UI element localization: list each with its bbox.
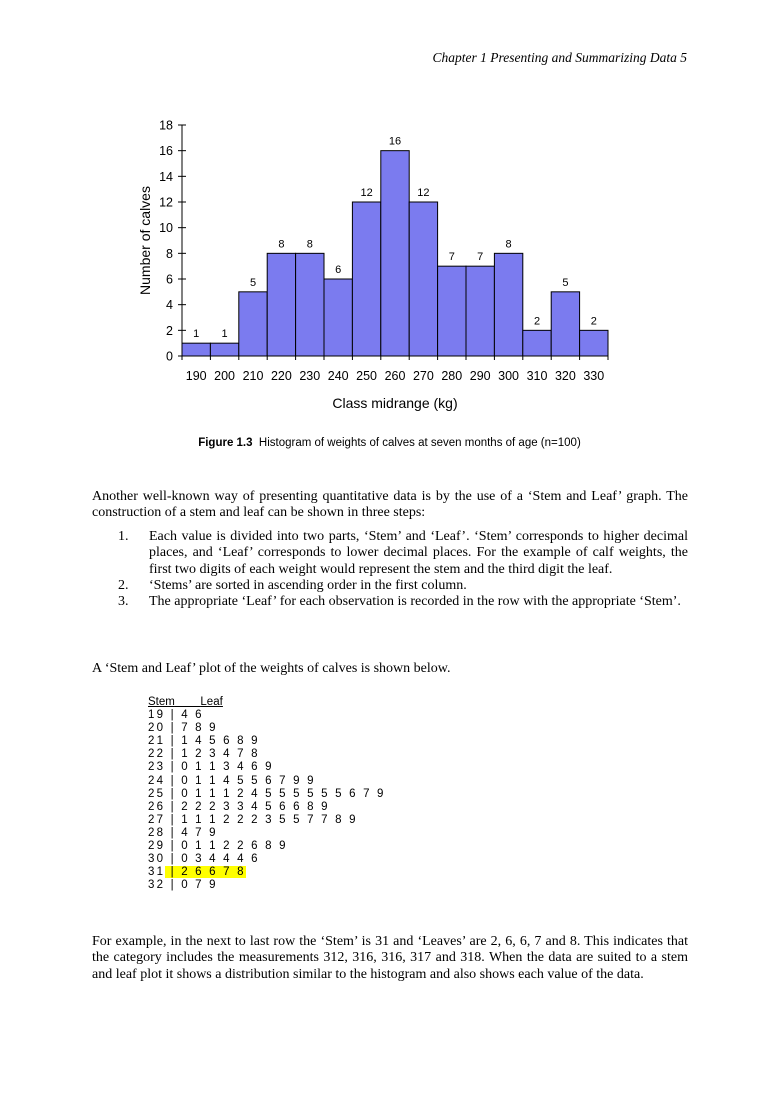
stem-separator: |	[165, 879, 182, 892]
histogram-bar	[551, 292, 579, 356]
stem-leaf-row	[148, 761, 386, 774]
histogram-bar	[267, 253, 295, 356]
stem-value: 25	[148, 787, 166, 800]
leaf-values: 0 7 9	[181, 879, 218, 892]
histogram-bar	[352, 202, 380, 356]
stem-value: 28	[148, 826, 166, 839]
leaf-header: Leaf	[200, 696, 223, 708]
stem-value: 32	[148, 879, 166, 892]
bar-data-label: 7	[448, 251, 455, 264]
bar-data-label: 8	[505, 238, 512, 251]
y-tick-label: 8	[166, 246, 173, 261]
stem-leaf-row	[148, 879, 386, 892]
bar-data-label: 1	[221, 328, 228, 341]
y-tick-label: 4	[166, 298, 173, 313]
x-axis-title: Class midrange (kg)	[332, 395, 458, 411]
y-tick-label: 16	[159, 144, 173, 159]
x-tick-label: 270	[412, 369, 434, 383]
stem-value: 20	[148, 722, 166, 735]
stem-leaf-row	[148, 709, 386, 722]
leaf-values: 4 7 9	[181, 826, 218, 839]
x-tick-label: 230	[299, 369, 321, 383]
histogram-bar	[324, 279, 352, 356]
stem-separator: |	[165, 787, 182, 800]
caption-text: Histogram of weights of calves at seven months of age (n=100)	[258, 437, 581, 449]
histogram-bar	[409, 202, 437, 356]
leaf-values: 1 4 5 6 8 9	[181, 735, 260, 748]
bar-data-label: 12	[417, 187, 430, 199]
leaf-values: 0 3 4 4 4 6	[181, 853, 260, 866]
stem-separator: |	[165, 735, 182, 748]
bar-data-label: 1	[193, 328, 200, 341]
stem-separator: |	[165, 722, 182, 735]
stem-separator: |	[165, 761, 182, 774]
stem-header: Stem	[148, 696, 175, 708]
step-number: 1.	[118, 529, 129, 544]
stem-value: 19	[148, 709, 166, 722]
x-tick-label: 310	[526, 369, 548, 383]
leaf-values: 0 1 1 3 4 6 9	[181, 761, 274, 774]
stem-leaf-row	[148, 801, 386, 814]
bar-data-label: 2	[590, 315, 597, 328]
intro-paragraph: Another well-known way of presenting quantitative data is by the use of a ‘Stem and Leaf’ graph. The construction of a stem and leaf can be shown in three steps:	[92, 489, 688, 521]
step-number: 2.	[118, 577, 129, 593]
stem-leaf-row	[148, 775, 386, 788]
stem-separator: |	[165, 813, 182, 826]
stem-separator: |	[165, 800, 182, 813]
stem-value: 24	[148, 774, 166, 787]
bar-data-label: 7	[477, 251, 484, 264]
bar-data-label: 2	[533, 315, 541, 328]
y-tick-label: 0	[166, 349, 173, 364]
histogram-bar	[210, 343, 238, 356]
stem-separator: |	[165, 709, 182, 722]
y-tick-label: 10	[159, 221, 173, 236]
stem-value: 26	[148, 800, 166, 813]
leaf-values: 1 1 1 2 2 2 3 5 5 7 7 8 9	[181, 813, 358, 826]
leaf-values: 4 6	[181, 709, 204, 722]
stem-value: 30	[148, 853, 166, 866]
x-tick-label: 210	[242, 369, 264, 383]
step-text: Each value is divided into two parts, ‘Stem’ and ‘Leaf’. ‘Stem’ corresponds to higher decimal places, and ‘Leaf’ corresponds to lower decimal places. For the example of calf weights, the first two digits of each weight would represent the stem and the third digit the leaf.	[149, 529, 688, 577]
leaf-values: 0 1 1 2 2 6 8 9	[181, 840, 288, 853]
x-tick-label: 190	[185, 369, 207, 383]
histogram-bar	[494, 253, 522, 356]
step-item	[92, 529, 688, 578]
histogram-bar	[239, 292, 267, 356]
stem-value: 23	[148, 761, 166, 774]
histogram-bar	[580, 330, 608, 356]
stem-leaf-row	[148, 853, 386, 866]
stem-leaf-row	[148, 814, 386, 827]
step-text: The appropriate ‘Leaf’ for each observation is recorded in the row with the appropriate ‘Stem’.	[149, 594, 681, 610]
stem-separator: |	[165, 774, 182, 787]
stem-separator: |	[165, 826, 182, 839]
plot-intro-sentence: A ‘Stem and Leaf’ plot of the weights of calves is shown below.	[92, 661, 451, 676]
bar-data-label: 8	[306, 238, 313, 251]
y-tick-label: 18	[159, 118, 173, 133]
step-number: 3.	[118, 594, 129, 610]
steps-list	[92, 529, 688, 610]
x-tick-label: 200	[214, 369, 236, 383]
histogram-bar	[296, 253, 324, 356]
histogram-bar	[381, 151, 409, 356]
histogram-chart	[120, 112, 640, 417]
stem-leaf-header	[148, 696, 386, 709]
stem-leaf-row	[148, 722, 386, 735]
histogram-bar	[438, 266, 466, 356]
leaf-values: 2 6 6 7 8	[181, 866, 246, 879]
stem-value: 29	[148, 840, 166, 853]
x-tick-label: 330	[583, 369, 605, 383]
step-text: ‘Stems’ are sorted in ascending order in the first column.	[149, 577, 467, 593]
y-tick-label: 12	[159, 195, 173, 210]
stem-value: 22	[148, 748, 166, 761]
y-tick-label: 2	[166, 323, 173, 338]
running-head: Chapter 1 Presenting and Summarizing Data 5	[432, 50, 687, 65]
bar-data-label: 5	[249, 276, 257, 289]
x-tick-label: 240	[327, 369, 349, 383]
stem-separator: |	[165, 853, 182, 866]
x-tick-label: 290	[469, 369, 491, 383]
leaf-values: 0 1 1 1 2 4 5 5 5 5 5 5 6 7 9	[181, 787, 386, 800]
bar-data-label: 6	[335, 264, 342, 276]
stem-leaf-row	[148, 735, 386, 748]
step-item	[92, 578, 688, 594]
stem-value: 21	[148, 735, 166, 748]
y-tick-label: 6	[166, 272, 173, 287]
x-tick-label: 280	[441, 369, 463, 383]
figure-caption	[0, 437, 779, 449]
stem-separator: |	[165, 866, 182, 879]
bar-data-label: 12	[360, 187, 373, 199]
x-tick-label: 300	[498, 369, 520, 383]
caption-label: Figure 1.3	[198, 437, 253, 449]
bar-data-label: 8	[278, 238, 285, 251]
x-tick-label: 250	[356, 369, 378, 383]
y-tick-label: 14	[159, 169, 173, 184]
stem-leaf-plot	[148, 696, 386, 892]
example-paragraph: For example, in the next to last row the ‘Stem’ is 31 and ‘Leaves’ are 2, 6, 6, 7 and 8. This indicates that the category includes the measurements 312, 316, 316, 317 and 318. When the data are suited to a stem and leaf plot it shows a distribution similar to the histogram and also shows each value of the data.	[92, 934, 688, 982]
step-item	[92, 594, 688, 610]
histogram-bar	[523, 330, 551, 356]
x-tick-label: 260	[384, 369, 406, 383]
x-tick-label: 320	[554, 369, 576, 383]
y-axis-title: Number of calves	[137, 186, 153, 295]
stem-leaf-row	[148, 840, 386, 853]
stem-separator: |	[165, 840, 182, 853]
leaf-values: 2 2 2 3 3 4 5 6 6 8 9	[181, 800, 330, 813]
stem-leaf-row	[148, 827, 386, 840]
leaf-values: 0 1 1 4 5 5 6 7 9 9	[181, 774, 316, 787]
bar-data-label: 16	[388, 135, 402, 148]
leaf-values: 1 2 3 4 7 8	[181, 748, 260, 761]
stem-value: 27	[148, 813, 166, 826]
stem-separator: |	[165, 748, 182, 761]
stem-leaf-row	[148, 866, 386, 879]
bar-data-label: 5	[562, 276, 569, 289]
x-tick-label: 220	[270, 369, 292, 383]
leaf-values: 7 8 9	[181, 722, 218, 735]
stem-leaf-row	[148, 748, 386, 761]
histogram-bar	[182, 343, 210, 356]
histogram-bar	[466, 266, 494, 356]
stem-leaf-row	[148, 788, 386, 801]
stem-value: 31	[148, 866, 166, 879]
